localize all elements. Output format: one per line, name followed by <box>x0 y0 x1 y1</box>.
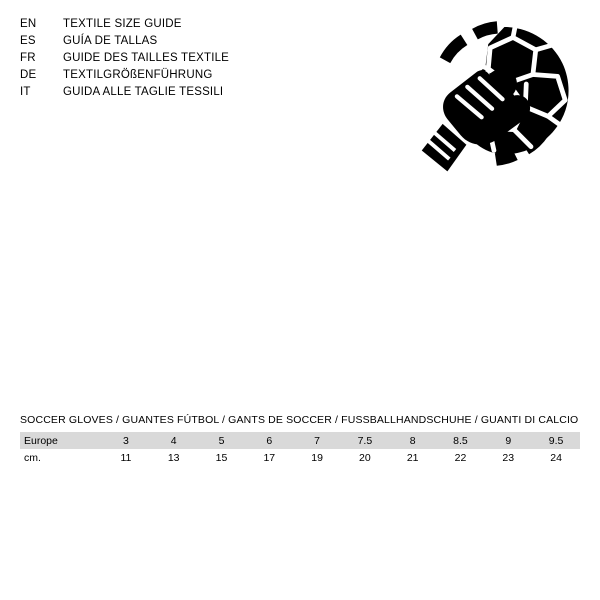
legend-row-it <box>20 84 350 101</box>
legend-label-it: GUIDA ALLE TAGLIE TESSILI <box>63 86 224 98</box>
cell-europe-3: 6 <box>266 434 273 447</box>
cell-cm-9: 24 <box>550 451 562 464</box>
cell-europe-6: 8 <box>409 434 416 447</box>
legend-label-fr: GUIDE DES TAILLES TEXTILE <box>63 52 230 64</box>
cell-europe-4: 7 <box>314 434 320 447</box>
legend-row-en <box>20 16 350 33</box>
cell-cm-4: 19 <box>311 451 323 464</box>
language-legend <box>20 16 350 101</box>
legend-code-en: EN <box>20 18 37 30</box>
cell-europe-1: 4 <box>170 434 177 447</box>
legend-code-de: DE <box>20 69 37 81</box>
cell-cm-7: 22 <box>454 451 467 464</box>
cell-cm-2: 15 <box>215 451 228 464</box>
cell-europe-0: 3 <box>122 434 129 447</box>
legend-label-de: TEXTILGRÖßENFÜHRUNG <box>63 69 213 81</box>
cell-europe-2: 5 <box>218 434 225 447</box>
row-label-cm: cm. <box>24 451 41 464</box>
legend-label-es: GUÍA DE TALLAS <box>63 35 158 47</box>
legend-row-de <box>20 67 350 84</box>
size-table <box>20 432 580 466</box>
cell-cm-3: 17 <box>263 451 276 464</box>
cell-europe-5: 7.5 <box>357 434 373 447</box>
cell-europe-9: 9.5 <box>548 434 564 447</box>
cell-cm-5: 20 <box>359 451 371 464</box>
legend-row-fr <box>20 50 350 67</box>
legend-code-es: ES <box>20 35 36 47</box>
table-row <box>20 449 580 466</box>
cell-cm-8: 23 <box>502 451 515 464</box>
legend-code-fr: FR <box>20 52 36 64</box>
cell-europe-8: 9 <box>505 434 512 447</box>
row-label-europe: Europe <box>24 434 58 447</box>
size-table-title: SOCCER GLOVES / GUANTES FÚTBOL / GANTS DE SOCCER / FUSSBALLHANDSCHUHE / GUANTI DI CALCIO <box>20 414 579 426</box>
size-table-block <box>20 414 580 466</box>
legend-label-en: TEXTILE SIZE GUIDE <box>63 18 182 30</box>
cell-cm-6: 21 <box>406 451 419 464</box>
legend-row-es <box>20 33 350 50</box>
cell-europe-7: 8.5 <box>453 434 468 447</box>
cell-cm-0: 11 <box>120 451 132 464</box>
goalkeeper-glove-and-ball-icon <box>398 8 588 198</box>
legend-code-it: IT <box>20 86 31 98</box>
table-row <box>20 432 580 449</box>
cell-cm-1: 13 <box>167 451 180 464</box>
